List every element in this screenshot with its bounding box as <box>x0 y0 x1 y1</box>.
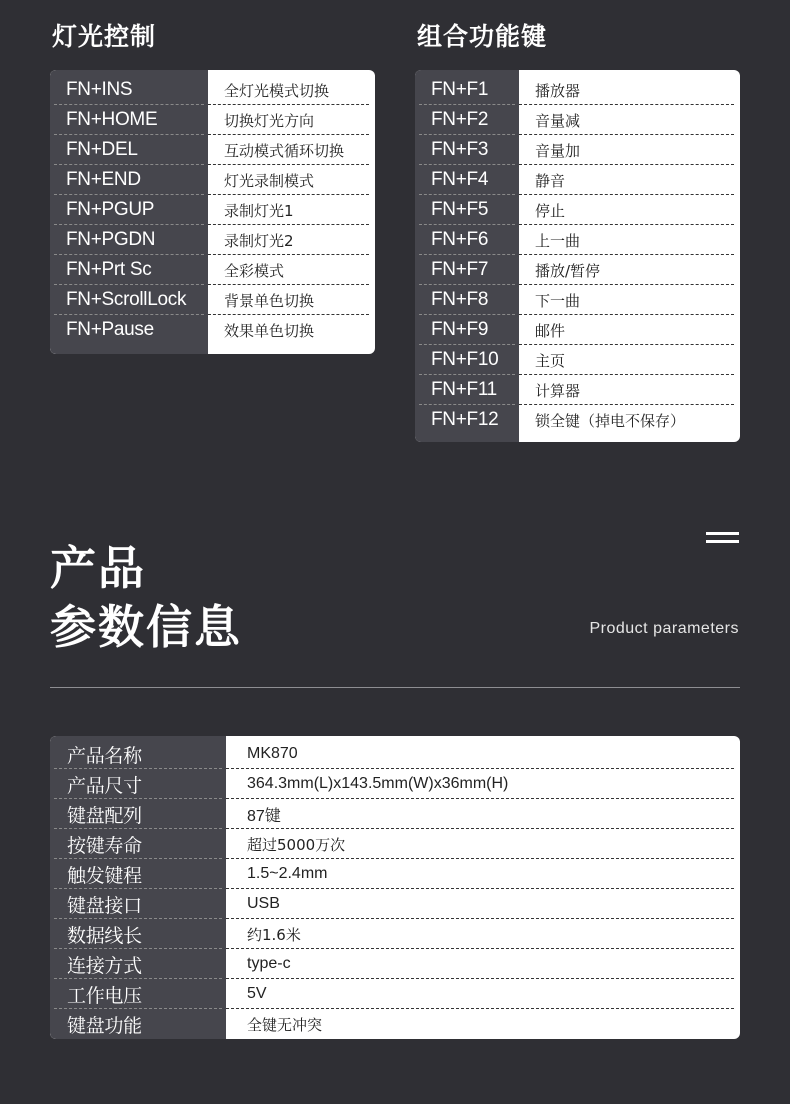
row-value: 全彩模式 <box>208 255 375 285</box>
menu-lines-icon <box>706 532 739 544</box>
table-row <box>50 979 740 1009</box>
row-key: FN+ScrollLock <box>50 285 208 315</box>
row-value: 灯光录制模式 <box>208 165 375 195</box>
row-key: FN+END <box>50 165 208 195</box>
row-value: 音量减 <box>519 105 740 135</box>
row-value: 计算器 <box>519 375 740 405</box>
table-row <box>50 889 740 919</box>
row-key: 键盘接口 <box>50 889 226 919</box>
table-row <box>50 919 740 949</box>
table-row <box>415 405 740 435</box>
row-value: 静音 <box>519 165 740 195</box>
row-value: 播放器 <box>519 75 740 105</box>
table-row <box>50 799 740 829</box>
table-row <box>50 1009 740 1039</box>
table-row <box>415 375 740 405</box>
row-value: 全键无冲突 <box>247 1015 323 1034</box>
row-key: FN+F2 <box>415 105 519 135</box>
table-row <box>50 195 375 225</box>
row-key: FN+INS <box>50 75 208 105</box>
row-key: 键盘配列 <box>50 799 226 829</box>
table-row <box>415 345 740 375</box>
params-subtitle: Product parameters <box>589 620 739 637</box>
row-value: 全灯光模式切换 <box>208 75 375 105</box>
divider <box>50 687 740 688</box>
combo-table <box>415 70 740 442</box>
table-row <box>50 165 375 195</box>
params-title-line1: 产品 <box>50 541 146 595</box>
row-value: 锁全键（掉电不保存） <box>535 411 686 430</box>
table-row <box>50 769 740 799</box>
table-row <box>415 165 740 195</box>
row-value: USB <box>226 889 740 919</box>
table-row <box>415 135 740 165</box>
row-value: 背景单色切换 <box>208 285 375 315</box>
row-value: 5V <box>226 979 740 1009</box>
row-key: FN+PGUP <box>50 195 208 225</box>
row-value: 效果单色切换 <box>224 321 315 340</box>
row-key: 工作电压 <box>50 979 226 1009</box>
row-value: 邮件 <box>519 315 740 345</box>
table-row <box>415 255 740 285</box>
row-value: type-c <box>226 949 740 979</box>
table-row <box>415 285 740 315</box>
row-key: 键盘功能 <box>67 1014 142 1037</box>
row-value: 上一曲 <box>519 225 740 255</box>
table-row <box>50 949 740 979</box>
combo-title: 组合功能键 <box>417 22 548 51</box>
row-value: 切换灯光方向 <box>208 105 375 135</box>
params-table <box>50 736 740 1039</box>
table-row <box>415 75 740 105</box>
row-key: FN+F8 <box>415 285 519 315</box>
row-key: FN+F12 <box>431 409 499 430</box>
row-key: FN+PGDN <box>50 225 208 255</box>
params-title-line2: 参数信息 <box>50 600 242 654</box>
row-key: FN+HOME <box>50 105 208 135</box>
row-key: 数据线长 <box>50 919 226 949</box>
row-key: FN+F10 <box>415 345 519 375</box>
table-row <box>50 75 375 105</box>
table-row <box>50 829 740 859</box>
row-value: 音量加 <box>519 135 740 165</box>
row-value: 主页 <box>519 345 740 375</box>
table-row <box>415 225 740 255</box>
table-row <box>50 859 740 889</box>
row-value: MK870 <box>226 739 740 769</box>
row-key: FN+F1 <box>415 75 519 105</box>
row-value: 1.5~2.4mm <box>226 859 740 889</box>
table-row <box>415 195 740 225</box>
table-row <box>50 105 375 135</box>
lighting-table <box>50 70 375 354</box>
row-key: FN+F6 <box>415 225 519 255</box>
table-row <box>50 739 740 769</box>
row-value: 87键 <box>226 799 740 829</box>
table-row <box>415 315 740 345</box>
table-row <box>50 285 375 315</box>
row-key: FN+F7 <box>415 255 519 285</box>
row-value: 364.3mm(L)x143.5mm(W)x36mm(H) <box>226 769 740 799</box>
lighting-title: 灯光控制 <box>52 22 157 51</box>
row-key: 按键寿命 <box>50 829 226 859</box>
table-row <box>50 135 375 165</box>
row-key: FN+F3 <box>415 135 519 165</box>
row-key: 连接方式 <box>50 949 226 979</box>
row-value: 下一曲 <box>519 285 740 315</box>
row-key: 产品名称 <box>50 739 226 769</box>
row-value: 超过5000万次 <box>226 829 740 859</box>
row-value: 录制灯光2 <box>208 225 375 255</box>
table-row <box>50 225 375 255</box>
row-key: FN+F9 <box>415 315 519 345</box>
row-key: FN+Prt Sc <box>50 255 208 285</box>
table-row <box>415 105 740 135</box>
row-key: 触发键程 <box>50 859 226 889</box>
row-value: 互动模式循环切换 <box>208 135 375 165</box>
row-key: 产品尺寸 <box>50 769 226 799</box>
row-key: FN+F5 <box>415 195 519 225</box>
row-key: FN+Pause <box>66 319 154 340</box>
table-row <box>50 255 375 285</box>
table-row <box>50 315 375 345</box>
row-value: 录制灯光1 <box>208 195 375 225</box>
row-key: FN+F11 <box>415 375 519 405</box>
row-value: 停止 <box>519 195 740 225</box>
row-key: FN+DEL <box>50 135 208 165</box>
row-key: FN+F4 <box>415 165 519 195</box>
row-value: 约1.6米 <box>226 919 740 949</box>
row-value: 播放/暂停 <box>519 255 740 285</box>
